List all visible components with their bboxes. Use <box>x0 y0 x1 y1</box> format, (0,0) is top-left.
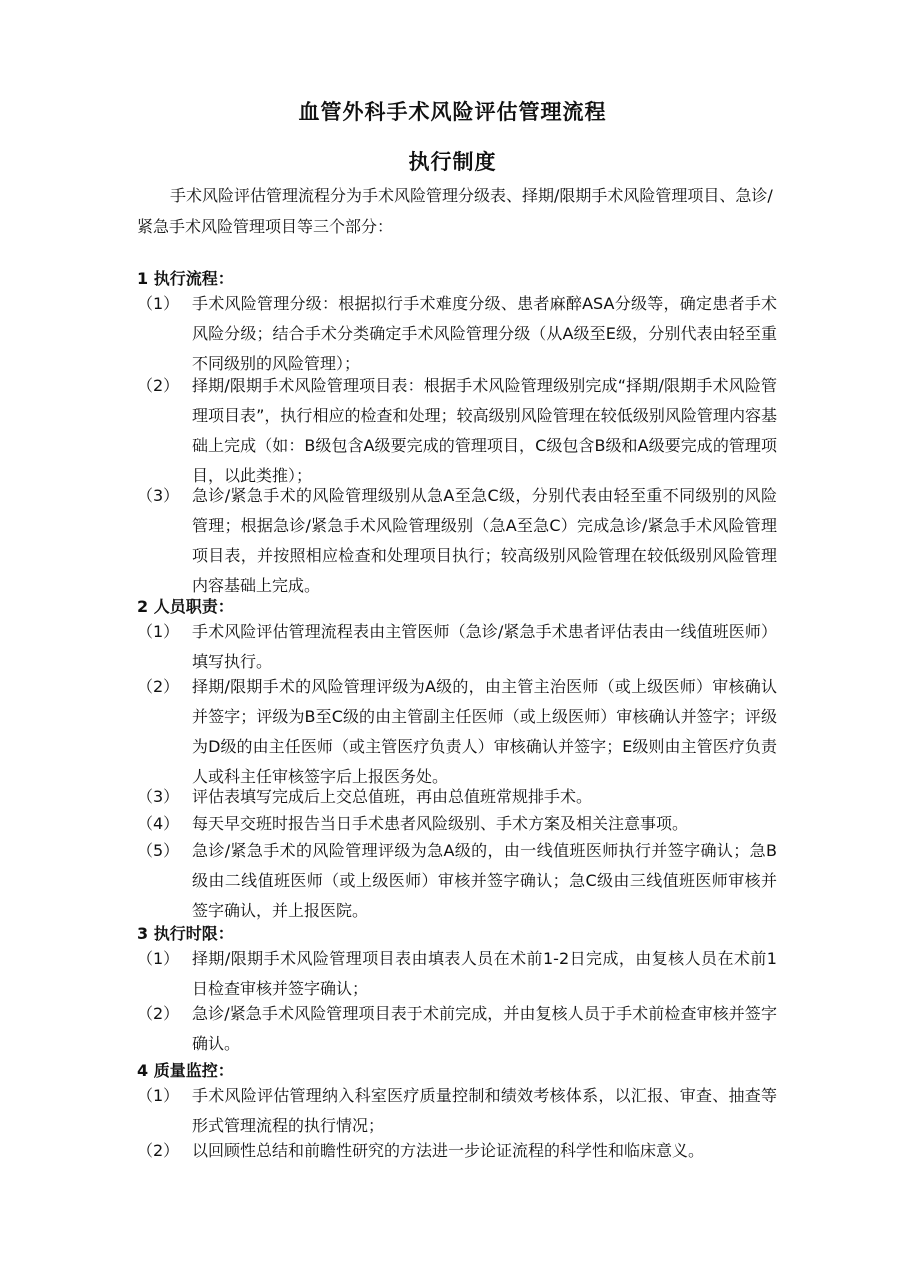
item-text: 手术风险管理分级：根据拟行手术难度分级、患者麻醉ASA分级等，确定患者手术风险分级；结合手术分类确定手术风险管理分级（从A级至E级，分别代表由轻至重不同级别的风险管理）； <box>192 294 777 373</box>
intro-paragraph: 手术风险评估管理流程分为手术风险管理分级表、择期/限期手术风险管理项目、急诊/紧急手术风险管理项目等三个部分： <box>137 186 773 236</box>
item-text: 手术风险评估管理纳入科室医疗质量控制和绩效考核体系，以汇报、审查、抽查等形式管理流程的执行情况； <box>192 1086 777 1135</box>
item-number: （4） <box>137 814 180 833</box>
item-number: （2） <box>137 376 180 395</box>
item-number: （2） <box>137 677 180 696</box>
list-item <box>137 481 777 601</box>
list-item <box>137 1136 777 1166</box>
list-item <box>137 617 777 677</box>
list-item <box>137 672 777 792</box>
document-subtitle: 执行制度 <box>408 150 497 174</box>
list-item <box>137 782 777 812</box>
list-item <box>137 1081 777 1141</box>
list-item <box>137 289 777 379</box>
list-item <box>137 371 777 491</box>
item-text: 急诊/紧急手术的风险管理级别从急A至急C级，分别代表由轻至重不同级别的风险管理；根据急诊/紧急手术风险管理级别（急A至急C）完成急诊/紧急手术风险管理项目表，并按照相应检查和处理项目执行；较高级别风险管理在较低级别风险管理内容基础上完成。 <box>192 486 777 595</box>
list-item <box>137 999 777 1059</box>
item-number: （1） <box>137 294 180 313</box>
item-text: 择期/限期手术的风险管理评级为A级的，由主管主治医师（或上级医师）审核确认并签字；评级为B至C级的由主管副主任医师（或上级医师）审核确认并签字；评级为D级的由主任医师（或主管医疗负责人）审核确认并签字；E级则由主管医疗负责人或科主任审核签字后上报医务处。 <box>192 677 777 786</box>
item-text: 评估表填写完成后上交总值班，再由总值班常规排手术。 <box>192 787 593 806</box>
item-text: 择期/限期手术风险管理项目表由填表人员在术前1-2日完成，由复核人员在术前1日检查审核并签字确认； <box>192 949 777 998</box>
item-number: （3） <box>137 787 180 806</box>
section-heading: 1 执行流程： <box>137 269 234 288</box>
section-heading: 3 执行时限： <box>137 924 234 943</box>
item-number: （3） <box>137 486 180 505</box>
section-heading: 4 质量监控： <box>137 1061 234 1080</box>
item-text: 急诊/紧急手术的风险管理评级为急A级的，由一线值班医师执行并签字确认；急B级由二线值班医师（或上级医师）审核并签字确认；急C级由三线值班医师审核并签字确认，并上报医院。 <box>192 841 777 920</box>
item-text: 以回顾性总结和前瞻性研究的方法进一步论证流程的科学性和临床意义。 <box>192 1141 705 1160</box>
item-number: （1） <box>137 622 180 641</box>
item-text: 每天早交班时报告当日手术患者风险级别、手术方案及相关注意事项。 <box>192 814 689 833</box>
item-text: 手术风险评估管理流程表由主管医师（急诊/紧急手术患者评估表由一线值班医师）填写执行。 <box>192 622 777 671</box>
list-item <box>137 836 777 926</box>
list-item <box>137 809 777 839</box>
item-number: （2） <box>137 1004 180 1023</box>
item-number: （1） <box>137 1086 180 1105</box>
item-text: 急诊/紧急手术风险管理项目表于术前完成，并由复核人员于手术前检查审核并签字确认。 <box>192 1004 777 1053</box>
list-item <box>137 944 777 1004</box>
item-number: （1） <box>137 949 180 968</box>
document-title: 血管外科手术风险评估管理流程 <box>298 100 607 124</box>
item-number: （2） <box>137 1141 180 1160</box>
item-text: 择期/限期手术风险管理项目表：根据手术风险管理级别完成“择期/限期手术风险管理项目表”，执行相应的检查和处理；较高级别风险管理在较低级别风险管理内容基础上完成（如：B级包含A级要完成的管理项目，C级包含B级和A级要完成的管理项目，以此类推）； <box>192 376 777 485</box>
section-heading: 2 人员职责： <box>137 597 234 616</box>
item-number: （5） <box>137 841 180 860</box>
